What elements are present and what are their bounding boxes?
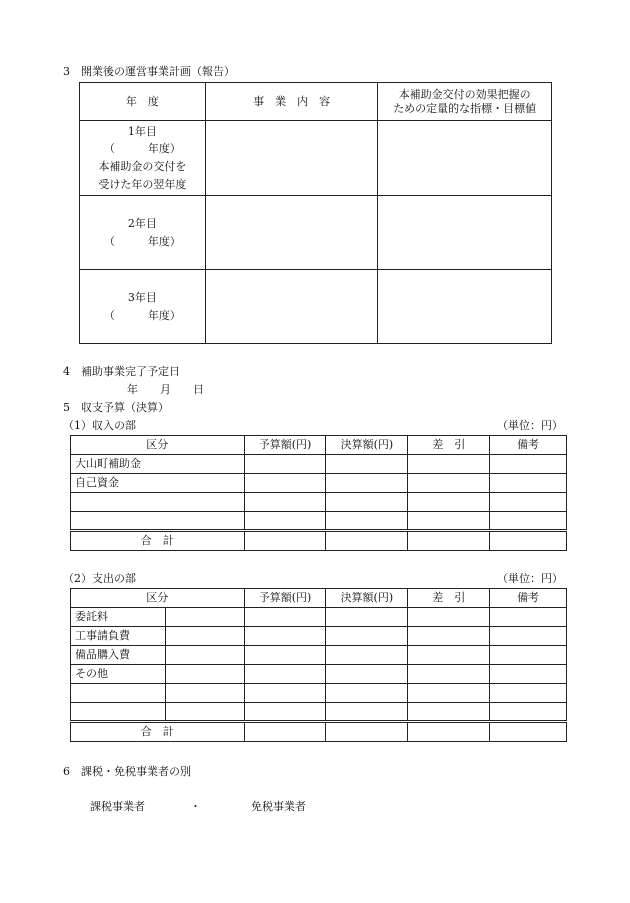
budget-cell[interactable] (244, 627, 326, 646)
year-note: 本補助金の交付を (98, 160, 187, 173)
expense-unit: （単位：円） (497, 572, 563, 585)
category-cell: 工事請負費 (71, 627, 166, 646)
difference-cell[interactable] (408, 512, 490, 531)
difference-cell[interactable] (408, 455, 490, 474)
header-difference: 差 引 (408, 589, 490, 608)
header-indicator-line2: ための定量的な指標・目標値 (393, 101, 537, 115)
year-note: 受けた年の翌年度 (98, 177, 187, 191)
year-label: 3年目 (127, 290, 157, 304)
category-cell[interactable] (71, 684, 166, 703)
remarks-cell[interactable] (490, 665, 567, 684)
settlement-cell[interactable] (326, 512, 408, 531)
header-budget: 予算額(円) (244, 589, 326, 608)
header-settlement: 決算額(円) (326, 436, 408, 455)
header-indicator-line1: 本補助金交付の効果把握の (398, 87, 531, 101)
table-row (80, 270, 552, 344)
business-plan-table (79, 82, 552, 344)
subcategory-cell[interactable] (165, 627, 244, 646)
income-table (70, 435, 567, 551)
subcategory-cell[interactable] (165, 665, 244, 684)
difference-cell[interactable] (408, 474, 490, 493)
expense-table (70, 588, 567, 742)
indicator-cell[interactable] (378, 121, 552, 196)
subcategory-cell[interactable] (165, 703, 244, 722)
year-cell-3 (80, 270, 206, 344)
remarks-cell[interactable] (490, 512, 567, 531)
table-row (71, 474, 567, 493)
header-settlement: 決算額(円) (326, 589, 408, 608)
settlement-cell[interactable] (326, 703, 408, 722)
category-cell: 備品購入費 (71, 646, 166, 665)
expense-title: （2）支出の部 (63, 572, 136, 585)
year-paren: （ 年度） (103, 142, 181, 156)
header-difference: 差 引 (408, 436, 490, 455)
budget-cell[interactable] (244, 455, 326, 474)
settlement-cell[interactable] (326, 646, 408, 665)
budget-cell[interactable] (244, 665, 326, 684)
section4-heading: 4 補助事業完了予定日 (63, 365, 180, 378)
section5-heading: 5 収支予算（決算） (63, 401, 169, 414)
remarks-cell[interactable] (490, 627, 567, 646)
difference-cell[interactable] (408, 703, 490, 722)
difference-total-cell[interactable] (408, 531, 490, 551)
income-title: （1）収入の部 (63, 419, 136, 432)
settlement-cell[interactable] (326, 493, 408, 512)
category-cell: 大山町補助金 (71, 455, 245, 474)
difference-total-cell[interactable] (408, 722, 490, 742)
difference-cell[interactable] (408, 684, 490, 703)
year-label: 2年目 (127, 216, 157, 230)
difference-cell[interactable] (408, 646, 490, 665)
remarks-cell[interactable] (490, 493, 567, 512)
category-cell: 自己資金 (71, 474, 245, 493)
remarks-total-cell[interactable] (490, 531, 567, 551)
content-cell[interactable] (205, 270, 378, 344)
completion-date[interactable]: 年 月 日 (127, 383, 204, 396)
settlement-total-cell[interactable] (326, 531, 408, 551)
section6-heading: 6 課税・免税事業者の別 (63, 765, 191, 778)
remarks-cell[interactable] (490, 455, 567, 474)
total-label: 合 計 (71, 722, 245, 742)
category-cell: 委託料 (71, 608, 166, 627)
settlement-cell[interactable] (326, 684, 408, 703)
settlement-cell[interactable] (326, 455, 408, 474)
header-category: 区分 (71, 436, 245, 455)
budget-cell[interactable] (244, 512, 326, 531)
budget-cell[interactable] (244, 493, 326, 512)
table-row (80, 196, 552, 270)
category-cell[interactable] (71, 512, 245, 531)
total-label: 合 計 (71, 531, 245, 551)
category-cell[interactable] (71, 493, 245, 512)
remarks-cell[interactable] (490, 646, 567, 665)
header-content: 事 業 内 容 (205, 83, 378, 121)
difference-cell[interactable] (408, 608, 490, 627)
settlement-cell[interactable] (326, 665, 408, 684)
year-paren: （ 年度） (103, 308, 181, 322)
remarks-cell[interactable] (490, 608, 567, 627)
remarks-total-cell[interactable] (490, 722, 567, 742)
category-cell: その他 (71, 665, 166, 684)
header-remarks: 備考 (490, 589, 567, 608)
content-cell[interactable] (205, 196, 378, 270)
table-row (71, 608, 567, 627)
table-row (71, 646, 567, 665)
table-row (71, 703, 567, 722)
budget-cell[interactable] (244, 608, 326, 627)
subcategory-cell[interactable] (165, 646, 244, 665)
settlement-cell[interactable] (326, 474, 408, 493)
total-row (71, 722, 567, 742)
settlement-total-cell[interactable] (326, 722, 408, 742)
year-label: 1年目 (127, 124, 157, 138)
category-cell[interactable] (71, 703, 166, 722)
remarks-cell[interactable] (490, 684, 567, 703)
remarks-cell[interactable] (490, 703, 567, 722)
difference-cell[interactable] (408, 665, 490, 684)
header-budget: 予算額(円) (244, 436, 326, 455)
content-cell[interactable] (205, 121, 378, 196)
table-row (71, 512, 567, 531)
header-year: 年 度 (80, 83, 206, 121)
remarks-cell[interactable] (490, 474, 567, 493)
income-unit: （単位：円） (497, 419, 563, 432)
header-remarks: 備考 (490, 436, 567, 455)
table-row (71, 493, 567, 512)
taxable-option[interactable]: 課税事業者 (90, 800, 145, 813)
section3-heading: 3 開業後の運営事業計画（報告） (63, 65, 235, 78)
budget-cell[interactable] (244, 684, 326, 703)
year-cell-1 (80, 121, 206, 196)
settlement-cell[interactable] (326, 608, 408, 627)
option-separator: ・ (190, 800, 201, 813)
settlement-cell[interactable] (326, 627, 408, 646)
budget-total-cell[interactable] (244, 722, 326, 742)
header-category: 区分 (71, 589, 245, 608)
table-row (71, 455, 567, 474)
indicator-cell[interactable] (378, 270, 552, 344)
table-row (80, 121, 552, 196)
difference-cell[interactable] (408, 627, 490, 646)
indicator-cell[interactable] (378, 196, 552, 270)
budget-cell[interactable] (244, 474, 326, 493)
budget-total-cell[interactable] (244, 531, 326, 551)
year-paren: （ 年度） (103, 234, 181, 248)
header-indicator (378, 83, 552, 121)
subcategory-cell[interactable] (165, 684, 244, 703)
budget-cell[interactable] (244, 646, 326, 665)
table-row (71, 627, 567, 646)
subcategory-cell[interactable] (165, 608, 244, 627)
year-cell-2 (80, 196, 206, 270)
difference-cell[interactable] (408, 493, 490, 512)
total-row (71, 531, 567, 551)
budget-cell[interactable] (244, 703, 326, 722)
tax-exempt-option[interactable]: 免税事業者 (251, 800, 306, 813)
table-row (71, 665, 567, 684)
table-row (71, 684, 567, 703)
